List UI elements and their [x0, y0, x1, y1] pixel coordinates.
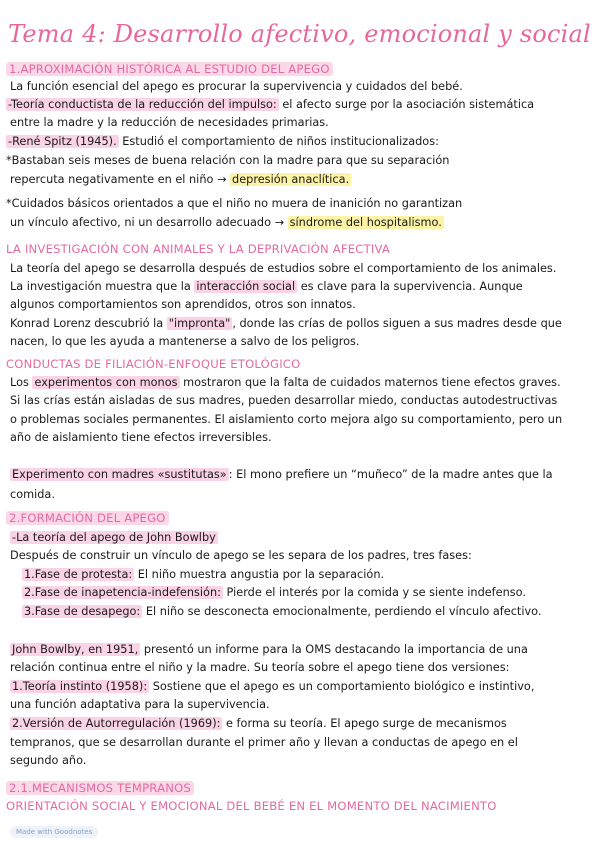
text-line: año de aislamiento tiene efectos irreversibles. — [10, 431, 272, 444]
text-line: un vínculo afectivo, ni un desarrollo adecuado → síndrome del hospitalismo. — [10, 216, 442, 229]
text-line: Experimento con madres «sustitutas» : El mono prefiere un “muñeco” de la madre antes que la — [12, 468, 553, 481]
page-title: Tema 4: Desarrollo afectivo, emocional y social — [8, 20, 591, 48]
text-line: John Bowlby, en 1951, presentó un informe para la OMS destacando la importancia de una — [12, 643, 528, 656]
text-line: -René Spitz (1945). Estudió el comportamiento de niños institucionalizados: — [8, 135, 439, 148]
text-line: algunos comportamientos son aprendidos, otros son innatos. — [10, 298, 356, 311]
text-line: 3.Fase de desapego: El niño se desconecta emocionalmente, perdiendo el vínculo afectivo. — [24, 605, 542, 618]
section-heading-2: LA INVESTIGACIÓN CON ANIMALES Y LA DEPRIVACIÓN AFECTIVA — [6, 242, 391, 256]
text-line: una función adaptativa para la supervivencia. — [10, 698, 270, 711]
text-line: La función esencial del apego es procurar la supervivencia y cuidados del bebé. — [10, 80, 463, 93]
section-heading-3: CONDUCTAS DE FILIACIÓN-ENFOQUE ETOLÓGICO — [6, 357, 301, 371]
text-line: 1.Fase de protesta: El niño muestra angustia por la separación. — [24, 568, 385, 581]
text-line: relación continua entre el niño y la madre. Su teoría sobre el apego tiene dos versiones: — [10, 661, 510, 674]
text-line: repercuta negativamente en el niño → depresión anaclítica. — [10, 173, 350, 186]
section-heading-5: 2.1.MECANISMOS TEMPRANOS — [6, 781, 194, 796]
text-line: Konrad Lorenz descubrió la "impronta" , donde las crías de pollos siguen a sus madres desde que — [10, 317, 562, 330]
section-heading-4: 2.FORMACIÓN DEL APEGO — [6, 511, 169, 526]
text-line: segundo año. — [10, 754, 87, 767]
text-line: Si las crías están aisladas de sus madres, pueden desarrollar miedo, conductas autodestructivas — [10, 394, 558, 407]
text-line: nacen, lo que les ayuda a mantenerse a salvo de los peligros. — [10, 335, 360, 348]
text-line: Después de construir un vínculo de apego se les separa de los padres, tres fases: — [10, 549, 472, 562]
section-heading-1: 1.APROXIMACIÓN HISTÓRICA AL ESTUDIO DEL APEGO — [6, 62, 333, 77]
text-line: Los experimentos con monos mostraron que la falta de cuidados maternos tiene efectos graves. — [10, 376, 561, 389]
subheading: -La teoría del apego de John Bowlby — [12, 531, 216, 544]
text-line: *Cuidados básicos orientados a que el niño no muera de inanición no garantizan — [6, 197, 463, 210]
text-line: *Bastaban seis meses de buena relación con la madre para que su separación — [6, 154, 450, 167]
section-subheading-5: ORIENTACIÓN SOCIAL Y EMOCIONAL DEL BEBÉ EN EL MOMENTO DEL NACIMIENTO — [6, 799, 497, 813]
text-line: o problemas sociales permanentes. El aislamiento corto mejora algo su comportamiento, pero un — [10, 413, 563, 426]
text-line: 2.Fase de inapetencia-indefensión: Pierde el interés por la comida y se siente indefenso. — [24, 586, 526, 599]
text-line: 2.Versión de Autorregulación (1969): e forma su teoría. El apego surge de mecanismos — [12, 717, 507, 730]
text-line: tempranos, que se desarrollan durante el primer año y llevan a conductas de apego en el — [10, 736, 518, 749]
text-line: comida. — [10, 488, 55, 501]
text-line: entre la madre y la reducción de necesidades primarias. — [10, 116, 329, 129]
text-line: 1.Teoría instinto (1958): Sostiene que el apego es un comportamiento biológico e instintivo, — [12, 680, 535, 693]
goodnotes-badge: Made with Goodnotes — [10, 826, 98, 838]
text-line: La investigación muestra que la interacción social es clave para la supervivencia. Aunque — [10, 280, 523, 293]
text-line: La teoría del apego se desarrolla después de estudios sobre el comportamiento de los animales. — [10, 262, 557, 275]
text-line: -Teoría conductista de la reducción del impulso: el afecto surge por la asociación sistemática — [8, 98, 535, 111]
